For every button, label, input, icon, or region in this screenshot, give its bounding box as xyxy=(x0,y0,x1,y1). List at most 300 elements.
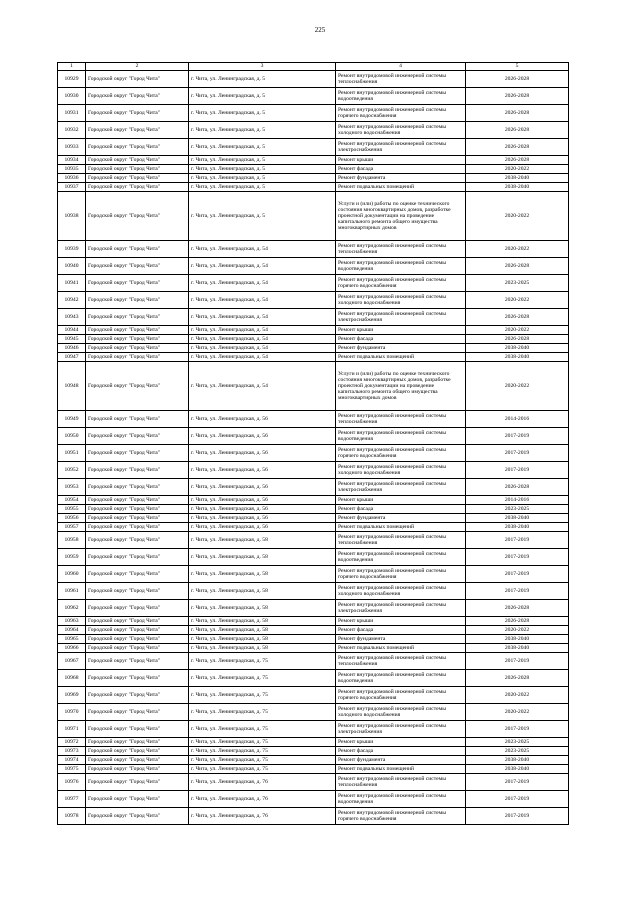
table-row xyxy=(58,653,569,670)
cell-period: 2026-2028 xyxy=(466,335,569,344)
cell-work-type: Ремонт подвальных помещений xyxy=(336,353,466,362)
table-row xyxy=(58,183,569,192)
table-row xyxy=(58,165,569,174)
cell-municipality: Городской округ "Город Чита" xyxy=(86,105,189,122)
table-row xyxy=(58,496,569,505)
cell-address: г. Чита, ул. Ленинградская, д. 5 xyxy=(189,165,336,174)
cell-work-type: Ремонт внутридомовой инженерной системы теплоснабжения xyxy=(336,653,466,670)
cell-id: 10947 xyxy=(58,353,86,362)
cell-municipality: Городской округ "Город Чита" xyxy=(86,644,189,653)
cell-address: г. Чита, ул. Ленинградская, д. 58 xyxy=(189,583,336,600)
cell-municipality: Городской округ "Город Чита" xyxy=(86,566,189,583)
cell-work-type: Ремонт крыши xyxy=(336,326,466,335)
cell-address: г. Чита, ул. Ленинградская, д. 75 xyxy=(189,670,336,687)
cell-address: г. Чита, ул. Ленинградская, д. 58 xyxy=(189,600,336,617)
cell-work-type: Ремонт подвальных помещений xyxy=(336,523,466,532)
table-row xyxy=(58,241,569,258)
cell-id: 10967 xyxy=(58,653,86,670)
cell-period: 2026-2028 xyxy=(466,617,569,626)
cell-municipality: Городской округ "Город Чита" xyxy=(86,583,189,600)
cell-id: 10963 xyxy=(58,617,86,626)
table-row xyxy=(58,192,569,241)
table-row xyxy=(58,174,569,183)
cell-municipality: Городской округ "Город Чита" xyxy=(86,532,189,549)
cell-address: г. Чита, ул. Ленинградская, д. 5 xyxy=(189,192,336,241)
cell-id: 10952 xyxy=(58,462,86,479)
cell-id: 10951 xyxy=(58,445,86,462)
table-row xyxy=(58,326,569,335)
cell-work-type: Ремонт внутридомовой инженерной системы электроснабжения xyxy=(336,139,466,156)
cell-period: 2017-2019 xyxy=(466,462,569,479)
cell-period: 2014-2016 xyxy=(466,496,569,505)
column-header-4: 4 xyxy=(336,63,466,71)
cell-work-type: Ремонт фундамента xyxy=(336,174,466,183)
cell-period: 2020-2022 xyxy=(466,292,569,309)
cell-period: 2017-2019 xyxy=(466,428,569,445)
cell-address: г. Чита, ул. Ленинградская, д. 5 xyxy=(189,71,336,88)
cell-id: 10957 xyxy=(58,523,86,532)
cell-work-type: Ремонт фасада xyxy=(336,747,466,756)
cell-period: 2026-2028 xyxy=(466,156,569,165)
table-row xyxy=(58,765,569,774)
cell-id: 10955 xyxy=(58,505,86,514)
cell-id: 10936 xyxy=(58,174,86,183)
cell-work-type: Ремонт внутридомовой инженерной системы электроснабжения xyxy=(336,309,466,326)
table-row xyxy=(58,747,569,756)
cell-address: г. Чита, ул. Ленинградская, д. 75 xyxy=(189,747,336,756)
cell-address: г. Чита, ул. Ленинградская, д. 5 xyxy=(189,122,336,139)
table-row xyxy=(58,791,569,808)
table-row xyxy=(58,532,569,549)
table-row xyxy=(58,687,569,704)
cell-municipality: Городской округ "Город Чита" xyxy=(86,721,189,738)
cell-address: г. Чита, ул. Ленинградская, д. 56 xyxy=(189,523,336,532)
table-row xyxy=(58,635,569,644)
cell-municipality: Городской округ "Город Чита" xyxy=(86,335,189,344)
table-row xyxy=(58,344,569,353)
cell-id: 10975 xyxy=(58,765,86,774)
cell-id: 10950 xyxy=(58,428,86,445)
cell-address: г. Чита, ул. Ленинградская, д. 58 xyxy=(189,532,336,549)
cell-municipality: Городской округ "Город Чита" xyxy=(86,165,189,174)
table-row xyxy=(58,505,569,514)
cell-period: 2020-2022 xyxy=(466,241,569,258)
cell-id: 10956 xyxy=(58,514,86,523)
cell-work-type: Услуги и (или) работы по оценке технического состояния многоквартирных домов, разработке проектной документации на проведение капитального ремонта общего имущества многоквартирных домов xyxy=(336,192,466,241)
table-row xyxy=(58,704,569,721)
table-row xyxy=(58,600,569,617)
cell-municipality: Городской округ "Город Чита" xyxy=(86,156,189,165)
table-row xyxy=(58,362,569,411)
table-header xyxy=(58,63,569,71)
cell-work-type: Ремонт внутридомовой инженерной системы холодного водоснабжения xyxy=(336,704,466,721)
cell-municipality: Городской округ "Город Чита" xyxy=(86,362,189,411)
cell-address: г. Чита, ул. Ленинградская, д. 56 xyxy=(189,505,336,514)
cell-work-type: Ремонт внутридомовой инженерной системы водоотведения xyxy=(336,258,466,275)
cell-id: 10966 xyxy=(58,644,86,653)
table-row xyxy=(58,353,569,362)
cell-municipality: Городской округ "Город Чита" xyxy=(86,241,189,258)
cell-municipality: Городской округ "Город Чита" xyxy=(86,626,189,635)
cell-work-type: Ремонт внутридомовой инженерной системы холодного водоснабжения xyxy=(336,122,466,139)
cell-id: 10931 xyxy=(58,105,86,122)
cell-period: 2017-2019 xyxy=(466,532,569,549)
cell-municipality: Городской округ "Город Чита" xyxy=(86,326,189,335)
cell-municipality: Городской округ "Город Чита" xyxy=(86,71,189,88)
cell-period: 2026-2028 xyxy=(466,309,569,326)
cell-period: 2038-2040 xyxy=(466,756,569,765)
cell-work-type: Ремонт фасада xyxy=(336,335,466,344)
table-row xyxy=(58,721,569,738)
cell-municipality: Городской округ "Город Чита" xyxy=(86,174,189,183)
cell-work-type: Ремонт внутридомовой инженерной системы горячего водоснабжения xyxy=(336,566,466,583)
cell-municipality: Городской округ "Город Чита" xyxy=(86,88,189,105)
table-row xyxy=(58,774,569,791)
cell-address: г. Чита, ул. Ленинградская, д. 56 xyxy=(189,496,336,505)
cell-id: 10945 xyxy=(58,335,86,344)
cell-id: 10939 xyxy=(58,241,86,258)
cell-work-type: Ремонт фасада xyxy=(336,626,466,635)
cell-municipality: Городской округ "Город Чита" xyxy=(86,258,189,275)
cell-municipality: Городской округ "Город Чита" xyxy=(86,505,189,514)
cell-period: 2017-2019 xyxy=(466,549,569,566)
cell-work-type: Ремонт внутридомовой инженерной системы горячего водоснабжения xyxy=(336,808,466,825)
table-row xyxy=(58,292,569,309)
cell-work-type: Ремонт внутридомовой инженерной системы водоотведения xyxy=(336,670,466,687)
cell-period: 2017-2019 xyxy=(466,808,569,825)
cell-id: 10973 xyxy=(58,747,86,756)
cell-address: г. Чита, ул. Ленинградская, д. 54 xyxy=(189,362,336,411)
cell-address: г. Чита, ул. Ленинградская, д. 75 xyxy=(189,704,336,721)
cell-work-type: Ремонт внутридомовой инженерной системы теплоснабжения xyxy=(336,774,466,791)
cell-id: 10942 xyxy=(58,292,86,309)
cell-period: 2026-2028 xyxy=(466,105,569,122)
cell-address: г. Чита, ул. Ленинградская, д. 5 xyxy=(189,88,336,105)
cell-work-type: Ремонт фундамента xyxy=(336,344,466,353)
table-row xyxy=(58,479,569,496)
cell-id: 10960 xyxy=(58,566,86,583)
cell-id: 10938 xyxy=(58,192,86,241)
header-row xyxy=(58,63,569,71)
repair-registry-table xyxy=(57,62,569,825)
cell-address: г. Чита, ул. Ленинградская, д. 54 xyxy=(189,309,336,326)
cell-municipality: Городской округ "Город Чита" xyxy=(86,496,189,505)
cell-municipality: Городской округ "Город Чита" xyxy=(86,653,189,670)
cell-address: г. Чита, ул. Ленинградская, д. 76 xyxy=(189,808,336,825)
cell-address: г. Чита, ул. Ленинградская, д. 76 xyxy=(189,774,336,791)
cell-municipality: Городской округ "Город Чита" xyxy=(86,514,189,523)
cell-address: г. Чита, ул. Ленинградская, д. 56 xyxy=(189,462,336,479)
cell-address: г. Чита, ул. Ленинградская, д. 75 xyxy=(189,756,336,765)
cell-address: г. Чита, ул. Ленинградская, д. 54 xyxy=(189,335,336,344)
cell-work-type: Ремонт крыши xyxy=(336,156,466,165)
cell-municipality: Городской округ "Город Чита" xyxy=(86,747,189,756)
cell-work-type: Ремонт внутридомовой инженерной системы теплоснабжения xyxy=(336,71,466,88)
cell-work-type: Ремонт внутридомовой инженерной системы теплоснабжения xyxy=(336,411,466,428)
cell-work-type: Ремонт внутридомовой инженерной системы водоотведения xyxy=(336,549,466,566)
cell-municipality: Городской округ "Город Чита" xyxy=(86,738,189,747)
table-row xyxy=(58,122,569,139)
cell-address: г. Чита, ул. Ленинградская, д. 75 xyxy=(189,721,336,738)
cell-municipality: Городской округ "Город Чита" xyxy=(86,275,189,292)
cell-period: 2026-2028 xyxy=(466,122,569,139)
cell-work-type: Ремонт крыши xyxy=(336,617,466,626)
cell-period: 2038-2040 xyxy=(466,344,569,353)
cell-period: 2017-2019 xyxy=(466,653,569,670)
cell-address: г. Чита, ул. Ленинградская, д. 58 xyxy=(189,566,336,583)
table-row xyxy=(58,808,569,825)
cell-period: 2014-2016 xyxy=(466,411,569,428)
cell-period: 2026-2028 xyxy=(466,258,569,275)
cell-work-type: Ремонт подвальных помещений xyxy=(336,765,466,774)
table-row xyxy=(58,275,569,292)
cell-address: г. Чита, ул. Ленинградская, д. 5 xyxy=(189,156,336,165)
cell-work-type: Ремонт фасада xyxy=(336,165,466,174)
table-row xyxy=(58,335,569,344)
cell-work-type: Ремонт подвальных помещений xyxy=(336,183,466,192)
table-row xyxy=(58,514,569,523)
cell-address: г. Чита, ул. Ленинградская, д. 54 xyxy=(189,241,336,258)
cell-municipality: Городской округ "Город Чита" xyxy=(86,411,189,428)
table-row xyxy=(58,88,569,105)
table-row xyxy=(58,566,569,583)
cell-municipality: Городской округ "Город Чита" xyxy=(86,428,189,445)
cell-period: 2017-2019 xyxy=(466,791,569,808)
cell-work-type: Ремонт внутридомовой инженерной системы холодного водоснабжения xyxy=(336,292,466,309)
cell-work-type: Ремонт подвальных помещений xyxy=(336,644,466,653)
cell-work-type: Ремонт крыши xyxy=(336,496,466,505)
cell-work-type: Ремонт фундамента xyxy=(336,514,466,523)
cell-work-type: Ремонт внутридомовой инженерной системы теплоснабжения xyxy=(336,532,466,549)
cell-id: 10958 xyxy=(58,532,86,549)
cell-address: г. Чита, ул. Ленинградская, д. 56 xyxy=(189,411,336,428)
cell-id: 10968 xyxy=(58,670,86,687)
cell-period: 2020-2022 xyxy=(466,192,569,241)
table-row xyxy=(58,523,569,532)
page-number: 225 xyxy=(314,26,326,34)
cell-municipality: Городской округ "Город Чита" xyxy=(86,704,189,721)
column-header-3: 3 xyxy=(189,63,336,71)
cell-work-type: Ремонт внутридомовой инженерной системы электроснабжения xyxy=(336,479,466,496)
cell-period: 2020-2022 xyxy=(466,362,569,411)
cell-id: 10972 xyxy=(58,738,86,747)
cell-id: 10964 xyxy=(58,626,86,635)
cell-municipality: Городской округ "Город Чита" xyxy=(86,192,189,241)
cell-id: 10965 xyxy=(58,635,86,644)
cell-address: г. Чита, ул. Ленинградская, д. 58 xyxy=(189,635,336,644)
cell-period: 2023-2025 xyxy=(466,738,569,747)
cell-work-type: Услуги и (или) работы по оценке технического состояния многоквартирных домов, разработке проектной документации на проведение капитального ремонта общего имущества многоквартирных домов xyxy=(336,362,466,411)
cell-address: г. Чита, ул. Ленинградская, д. 54 xyxy=(189,258,336,275)
cell-address: г. Чита, ул. Ленинградская, д. 5 xyxy=(189,105,336,122)
cell-period: 2038-2040 xyxy=(466,765,569,774)
cell-address: г. Чита, ул. Ленинградская, д. 58 xyxy=(189,617,336,626)
cell-municipality: Городской округ "Город Чита" xyxy=(86,462,189,479)
cell-id: 10971 xyxy=(58,721,86,738)
table-row xyxy=(58,105,569,122)
cell-municipality: Городской округ "Город Чита" xyxy=(86,479,189,496)
cell-id: 10962 xyxy=(58,600,86,617)
cell-municipality: Городской округ "Город Чита" xyxy=(86,756,189,765)
cell-municipality: Городской округ "Город Чита" xyxy=(86,549,189,566)
cell-id: 10930 xyxy=(58,88,86,105)
table-row xyxy=(58,428,569,445)
cell-municipality: Городской округ "Город Чита" xyxy=(86,183,189,192)
cell-period: 2026-2028 xyxy=(466,139,569,156)
cell-id: 10977 xyxy=(58,791,86,808)
cell-id: 10933 xyxy=(58,139,86,156)
cell-address: г. Чита, ул. Ленинградская, д. 5 xyxy=(189,139,336,156)
table-row xyxy=(58,670,569,687)
table-row xyxy=(58,258,569,275)
cell-municipality: Городской округ "Город Чита" xyxy=(86,122,189,139)
cell-work-type: Ремонт внутридомовой инженерной системы электроснабжения xyxy=(336,721,466,738)
cell-address: г. Чита, ул. Ленинградская, д. 54 xyxy=(189,353,336,362)
cell-address: г. Чита, ул. Ленинградская, д. 58 xyxy=(189,644,336,653)
cell-id: 10932 xyxy=(58,122,86,139)
cell-id: 10935 xyxy=(58,165,86,174)
cell-id: 10959 xyxy=(58,549,86,566)
cell-municipality: Городской округ "Город Чита" xyxy=(86,808,189,825)
table-row xyxy=(58,617,569,626)
table-body xyxy=(58,71,569,825)
cell-period: 2038-2040 xyxy=(466,644,569,653)
cell-period: 2026-2028 xyxy=(466,600,569,617)
cell-period: 2038-2040 xyxy=(466,353,569,362)
cell-address: г. Чита, ул. Ленинградская, д. 56 xyxy=(189,479,336,496)
cell-id: 10970 xyxy=(58,704,86,721)
cell-work-type: Ремонт фундамента xyxy=(336,756,466,765)
table-row xyxy=(58,756,569,765)
cell-municipality: Городской округ "Город Чита" xyxy=(86,617,189,626)
cell-address: г. Чита, ул. Ленинградская, д. 75 xyxy=(189,738,336,747)
cell-municipality: Городской округ "Город Чита" xyxy=(86,353,189,362)
column-header-1: 1 xyxy=(58,63,86,71)
cell-id: 10929 xyxy=(58,71,86,88)
cell-address: г. Чита, ул. Ленинградская, д. 56 xyxy=(189,428,336,445)
cell-period: 2038-2040 xyxy=(466,523,569,532)
cell-address: г. Чита, ул. Ленинградская, д. 56 xyxy=(189,445,336,462)
cell-period: 2020-2022 xyxy=(466,687,569,704)
table-row xyxy=(58,309,569,326)
cell-work-type: Ремонт внутридомовой инженерной системы теплоснабжения xyxy=(336,241,466,258)
cell-work-type: Ремонт внутридомовой инженерной системы горячего водоснабжения xyxy=(336,275,466,292)
table-row xyxy=(58,549,569,566)
cell-id: 10978 xyxy=(58,808,86,825)
cell-period: 2023-2025 xyxy=(466,747,569,756)
cell-work-type: Ремонт фасада xyxy=(336,505,466,514)
cell-work-type: Ремонт внутридомовой инженерной системы холодного водоснабжения xyxy=(336,462,466,479)
cell-address: г. Чита, ул. Ленинградская, д. 54 xyxy=(189,275,336,292)
cell-municipality: Городской округ "Город Чита" xyxy=(86,687,189,704)
cell-municipality: Городской округ "Город Чита" xyxy=(86,523,189,532)
cell-municipality: Городской округ "Город Чита" xyxy=(86,600,189,617)
cell-work-type: Ремонт внутридомовой инженерной системы горячего водоснабжения xyxy=(336,105,466,122)
cell-address: г. Чита, ул. Ленинградская, д. 75 xyxy=(189,765,336,774)
cell-id: 10937 xyxy=(58,183,86,192)
cell-work-type: Ремонт внутридомовой инженерной системы водоотведения xyxy=(336,428,466,445)
cell-municipality: Городской округ "Город Чита" xyxy=(86,635,189,644)
cell-work-type: Ремонт внутридомовой инженерной системы горячего водоснабжения xyxy=(336,687,466,704)
cell-id: 10953 xyxy=(58,479,86,496)
cell-municipality: Городской округ "Город Чита" xyxy=(86,309,189,326)
cell-address: г. Чита, ул. Ленинградская, д. 54 xyxy=(189,292,336,309)
cell-id: 10941 xyxy=(58,275,86,292)
cell-id: 10946 xyxy=(58,344,86,353)
cell-period: 2017-2019 xyxy=(466,566,569,583)
cell-period: 2017-2019 xyxy=(466,583,569,600)
cell-id: 10961 xyxy=(58,583,86,600)
cell-address: г. Чита, ул. Ленинградская, д. 75 xyxy=(189,653,336,670)
cell-period: 2038-2040 xyxy=(466,635,569,644)
cell-period: 2020-2022 xyxy=(466,704,569,721)
table-row xyxy=(58,445,569,462)
cell-address: г. Чита, ул. Ленинградская, д. 54 xyxy=(189,344,336,353)
cell-period: 2038-2040 xyxy=(466,174,569,183)
cell-period: 2038-2040 xyxy=(466,183,569,192)
table-row xyxy=(58,583,569,600)
cell-address: г. Чита, ул. Ленинградская, д. 54 xyxy=(189,326,336,335)
cell-work-type: Ремонт фундамента xyxy=(336,635,466,644)
cell-address: г. Чита, ул. Ленинградская, д. 58 xyxy=(189,549,336,566)
cell-municipality: Городской округ "Город Чита" xyxy=(86,139,189,156)
cell-period: 2023-2025 xyxy=(466,275,569,292)
column-header-5: 5 xyxy=(466,63,569,71)
cell-municipality: Городской округ "Город Чита" xyxy=(86,765,189,774)
cell-id: 10976 xyxy=(58,774,86,791)
table-row xyxy=(58,462,569,479)
cell-id: 10948 xyxy=(58,362,86,411)
cell-address: г. Чита, ул. Ленинградская, д. 5 xyxy=(189,183,336,192)
column-header-2: 2 xyxy=(86,63,189,71)
cell-municipality: Городской округ "Город Чита" xyxy=(86,670,189,687)
cell-address: г. Чита, ул. Ленинградская, д. 75 xyxy=(189,687,336,704)
cell-period: 2026-2028 xyxy=(466,88,569,105)
cell-period: 2038-2040 xyxy=(466,514,569,523)
cell-municipality: Городской округ "Город Чита" xyxy=(86,774,189,791)
cell-id: 10940 xyxy=(58,258,86,275)
cell-address: г. Чита, ул. Ленинградская, д. 5 xyxy=(189,174,336,183)
cell-id: 10974 xyxy=(58,756,86,765)
table-row xyxy=(58,71,569,88)
cell-work-type: Ремонт внутридомовой инженерной системы водоотведения xyxy=(336,88,466,105)
cell-period: 2026-2028 xyxy=(466,71,569,88)
cell-municipality: Городской округ "Город Чита" xyxy=(86,292,189,309)
cell-work-type: Ремонт внутридомовой инженерной системы холодного водоснабжения xyxy=(336,583,466,600)
cell-municipality: Городской округ "Город Чита" xyxy=(86,344,189,353)
cell-municipality: Городской округ "Город Чита" xyxy=(86,791,189,808)
cell-period: 2017-2019 xyxy=(466,774,569,791)
cell-period: 2026-2028 xyxy=(466,479,569,496)
cell-id: 10934 xyxy=(58,156,86,165)
cell-id: 10954 xyxy=(58,496,86,505)
table-row xyxy=(58,644,569,653)
table-row xyxy=(58,738,569,747)
cell-work-type: Ремонт внутридомовой инженерной системы электроснабжения xyxy=(336,600,466,617)
cell-period: 2020-2022 xyxy=(466,326,569,335)
cell-period: 2020-2022 xyxy=(466,626,569,635)
table-row xyxy=(58,411,569,428)
cell-period: 2017-2019 xyxy=(466,721,569,738)
table-row xyxy=(58,626,569,635)
cell-id: 10943 xyxy=(58,309,86,326)
cell-address: г. Чита, ул. Ленинградская, д. 58 xyxy=(189,626,336,635)
cell-work-type: Ремонт внутридомовой инженерной системы водоотведения xyxy=(336,791,466,808)
cell-id: 10969 xyxy=(58,687,86,704)
cell-period: 2017-2019 xyxy=(466,445,569,462)
cell-address: г. Чита, ул. Ленинградская, д. 56 xyxy=(189,514,336,523)
cell-work-type: Ремонт крыши xyxy=(336,738,466,747)
